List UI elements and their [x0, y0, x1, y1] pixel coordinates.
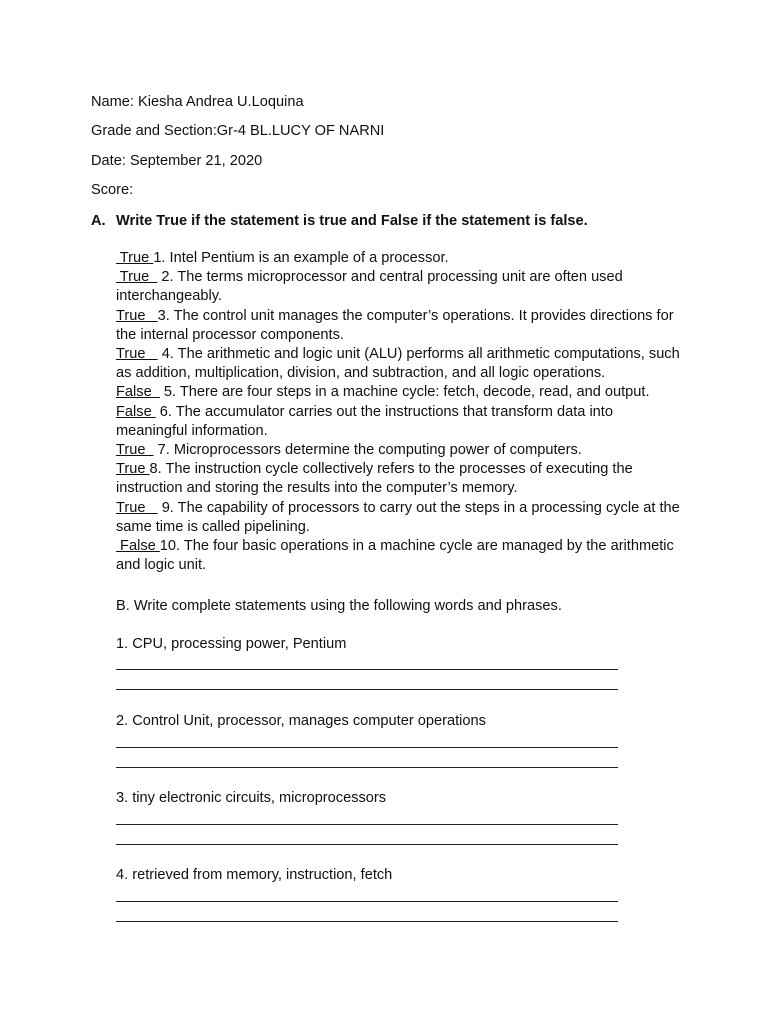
answer-line[interactable]	[116, 844, 618, 845]
student-name: Name: Kiesha Andrea U.Loquina	[91, 94, 304, 110]
prompt-2: 2. Control Unit, processor, manages computer operations	[116, 713, 486, 729]
answer-line[interactable]	[116, 689, 618, 690]
section-a-letter: A.	[91, 213, 106, 229]
statement-text: 6. The accumulator carries out the instructions that transform data into meaningful information.	[116, 403, 613, 439]
answer-line[interactable]	[116, 747, 618, 748]
prompt-3: 3. tiny electronic circuits, microprocessors	[116, 790, 387, 806]
section-b-instruction: B. Write complete statements using the following words and phrases.	[116, 598, 562, 614]
answer-line[interactable]	[116, 921, 618, 922]
score-line: Score:	[91, 182, 134, 198]
list-item	[116, 345, 686, 383]
answer-line[interactable]	[116, 669, 618, 670]
grade-section: Grade and Section:Gr-4 BL.LUCY OF NARNI	[91, 123, 385, 139]
statement-text: 10. The four basic operations in a machine cycle are managed by the arithmetic and logic unit.	[116, 538, 674, 574]
list-item	[116, 499, 686, 537]
statement-text: 5. There are four steps in a machine cycle: fetch, decode, read, and output.	[159, 384, 650, 401]
list-item	[116, 537, 686, 575]
answer-blank: True	[116, 442, 154, 459]
answer-line[interactable]	[116, 767, 618, 768]
answer-blank: False	[116, 384, 160, 401]
statement-text: 2. The terms microprocessor and central processing unit are often used interchangeably.	[116, 269, 623, 305]
date-line: Date: September 21, 2020	[91, 153, 263, 169]
list-item	[116, 403, 686, 441]
answer-blank: True	[116, 499, 158, 516]
answer-blank: False	[116, 538, 160, 555]
statement-text: 9. The capability of processors to carry out the steps in a processing cycle at the same time is called pipelining.	[116, 499, 680, 535]
answer-blank: False	[116, 403, 156, 420]
list-item	[116, 249, 686, 268]
statement-text: 7. Microprocessors determine the computing power of computers.	[153, 442, 582, 459]
prompt-4: 4. retrieved from memory, instruction, fetch	[116, 867, 393, 883]
statement-text: 8. The instruction cycle collectively refers to the processes of executing the instruction and storing the results into the computer’s memory.	[116, 461, 633, 497]
answer-blank: True	[116, 461, 150, 478]
list-item	[116, 268, 686, 306]
statement-text: 4. The arithmetic and logic unit (ALU) performs all arithmetic computations, such as addition, multiplication, division, and subtraction, and all logic operations.	[116, 346, 680, 382]
list-item	[116, 383, 686, 402]
statement-text: 3. The control unit manages the computer’s operations. It provides directions for the internal processor components.	[116, 307, 674, 343]
true-false-list	[116, 249, 686, 575]
section-a-instruction: Write True if the statement is true and False if the statement is false.	[116, 213, 588, 229]
list-item	[116, 307, 686, 345]
answer-line[interactable]	[116, 824, 618, 825]
answer-line[interactable]	[116, 901, 618, 902]
list-item	[116, 460, 686, 498]
list-item	[116, 441, 686, 460]
section-a-heading	[91, 212, 588, 231]
answer-blank: True	[116, 269, 158, 286]
answer-blank: True	[116, 307, 158, 324]
statement-text: 1. Intel Pentium is an example of a processor.	[153, 250, 449, 266]
answer-blank: True	[116, 346, 158, 363]
prompt-1: 1. CPU, processing power, Pentium	[116, 636, 347, 652]
answer-blank: True	[116, 250, 154, 266]
